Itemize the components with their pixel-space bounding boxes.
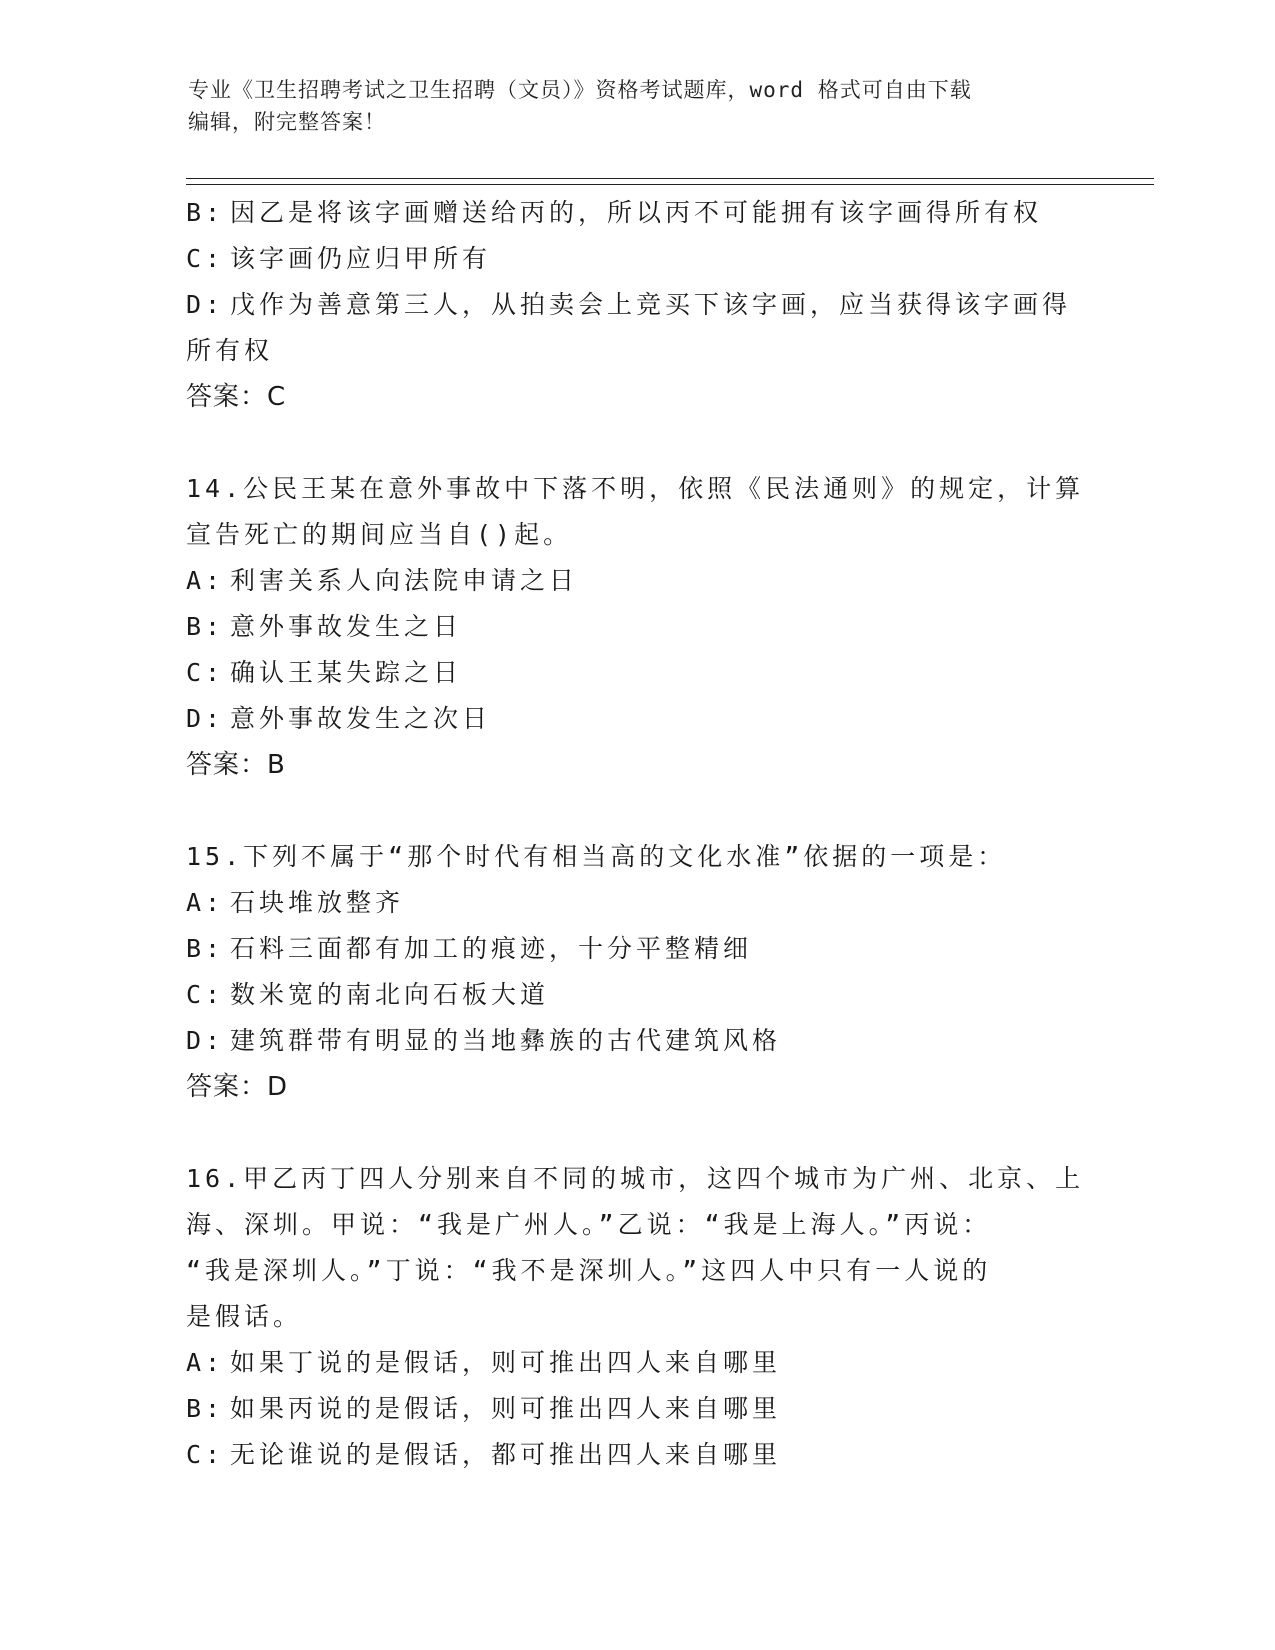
question-stem: 宣告死亡的期间应当自()起。 — [186, 520, 573, 549]
option-key: D: — [186, 290, 225, 319]
option-text: 确认王某失踪之日 — [230, 658, 463, 687]
option-d-continuation: 所有权 — [186, 336, 274, 365]
option-text: 无论谁说的是假话，都可推出四人来自哪里 — [230, 1440, 782, 1469]
answer-line: 答案：C — [186, 382, 287, 412]
option-a — [186, 558, 1086, 604]
option-text: 意外事故发生之日 — [230, 612, 463, 641]
question-content — [186, 190, 1086, 1478]
option-c — [186, 1432, 1086, 1478]
carryover-question — [186, 190, 1086, 420]
header-divider-bottom — [186, 184, 1154, 185]
option-text: 该字画仍应归甲所有 — [230, 244, 492, 273]
spacer — [186, 788, 1086, 834]
option-c — [186, 650, 1086, 696]
option-key: D: — [186, 704, 225, 733]
spacer — [186, 420, 1086, 466]
question-15 — [186, 834, 1086, 1110]
question-stem: “我是深圳人。”丁说：“我不是深圳人。”这四人中只有一人说的 — [186, 1256, 992, 1285]
option-text: 如果丙说的是假话，则可推出四人来自哪里 — [230, 1394, 782, 1423]
option-key: C: — [186, 1440, 225, 1469]
option-text: 石料三面都有加工的痕迹，十分平整精细 — [230, 934, 753, 963]
option-key: B: — [186, 934, 225, 963]
spacer — [186, 1110, 1086, 1156]
option-text: 戊作为善意第三人，从拍卖会上竞买下该字画，应当获得该字画得 — [230, 290, 1072, 319]
answer-line: 答案：B — [186, 750, 286, 780]
header-line-1: 专业《卫生招聘考试之卫生招聘（文员）》资格考试题库，word 格式可自由下载 — [188, 78, 972, 102]
option-text: 建筑群带有明显的当地彝族的古代建筑风格 — [230, 1026, 782, 1055]
option-key: B: — [186, 1394, 225, 1423]
option-text: 数米宽的南北向石板大道 — [230, 980, 550, 1009]
option-b — [186, 604, 1086, 650]
option-b — [186, 190, 1086, 236]
option-key: B: — [186, 612, 225, 641]
option-d — [186, 282, 1086, 328]
question-16 — [186, 1156, 1086, 1478]
option-key: C: — [186, 244, 225, 273]
option-c — [186, 972, 1086, 1018]
option-key: A: — [186, 1348, 225, 1377]
option-text: 因乙是将该字画赠送给丙的，所以丙不可能拥有该字画得所有权 — [230, 198, 1043, 227]
option-a — [186, 880, 1086, 926]
option-key: D: — [186, 1026, 225, 1055]
option-text: 石块堆放整齐 — [230, 888, 405, 917]
document-header — [188, 74, 1088, 138]
answer-line: 答案：D — [186, 1072, 289, 1102]
option-text: 如果丁说的是假话，则可推出四人来自哪里 — [230, 1348, 782, 1377]
option-b — [186, 1386, 1086, 1432]
question-stem: 16.甲乙丙丁四人分别来自不同的城市，这四个城市为广州、北京、上 — [186, 1164, 1085, 1193]
header-divider-top — [186, 178, 1154, 179]
option-d — [186, 696, 1086, 742]
question-stem: 14.公民王某在意外事故中下落不明，依照《民法通则》的规定，计算 — [186, 474, 1085, 503]
option-d — [186, 1018, 1086, 1064]
option-key: B: — [186, 198, 225, 227]
option-text: 利害关系人向法院申请之日 — [230, 566, 579, 595]
option-c — [186, 236, 1086, 282]
option-key: C: — [186, 658, 225, 687]
option-key: A: — [186, 888, 225, 917]
question-14 — [186, 466, 1086, 788]
question-stem: 15.下列不属于“那个时代有相当高的文化水准”依据的一项是： — [186, 842, 1007, 871]
header-line-2: 编辑，附完整答案！ — [188, 110, 386, 134]
option-b — [186, 926, 1086, 972]
option-a — [186, 1340, 1086, 1386]
option-key: C: — [186, 980, 225, 1009]
option-text: 意外事故发生之次日 — [230, 704, 492, 733]
question-stem: 海、深圳。甲说：“我是广州人。”乙说：“我是上海人。”丙说： — [186, 1210, 992, 1239]
question-stem: 是假话。 — [186, 1302, 303, 1331]
option-key: A: — [186, 566, 225, 595]
